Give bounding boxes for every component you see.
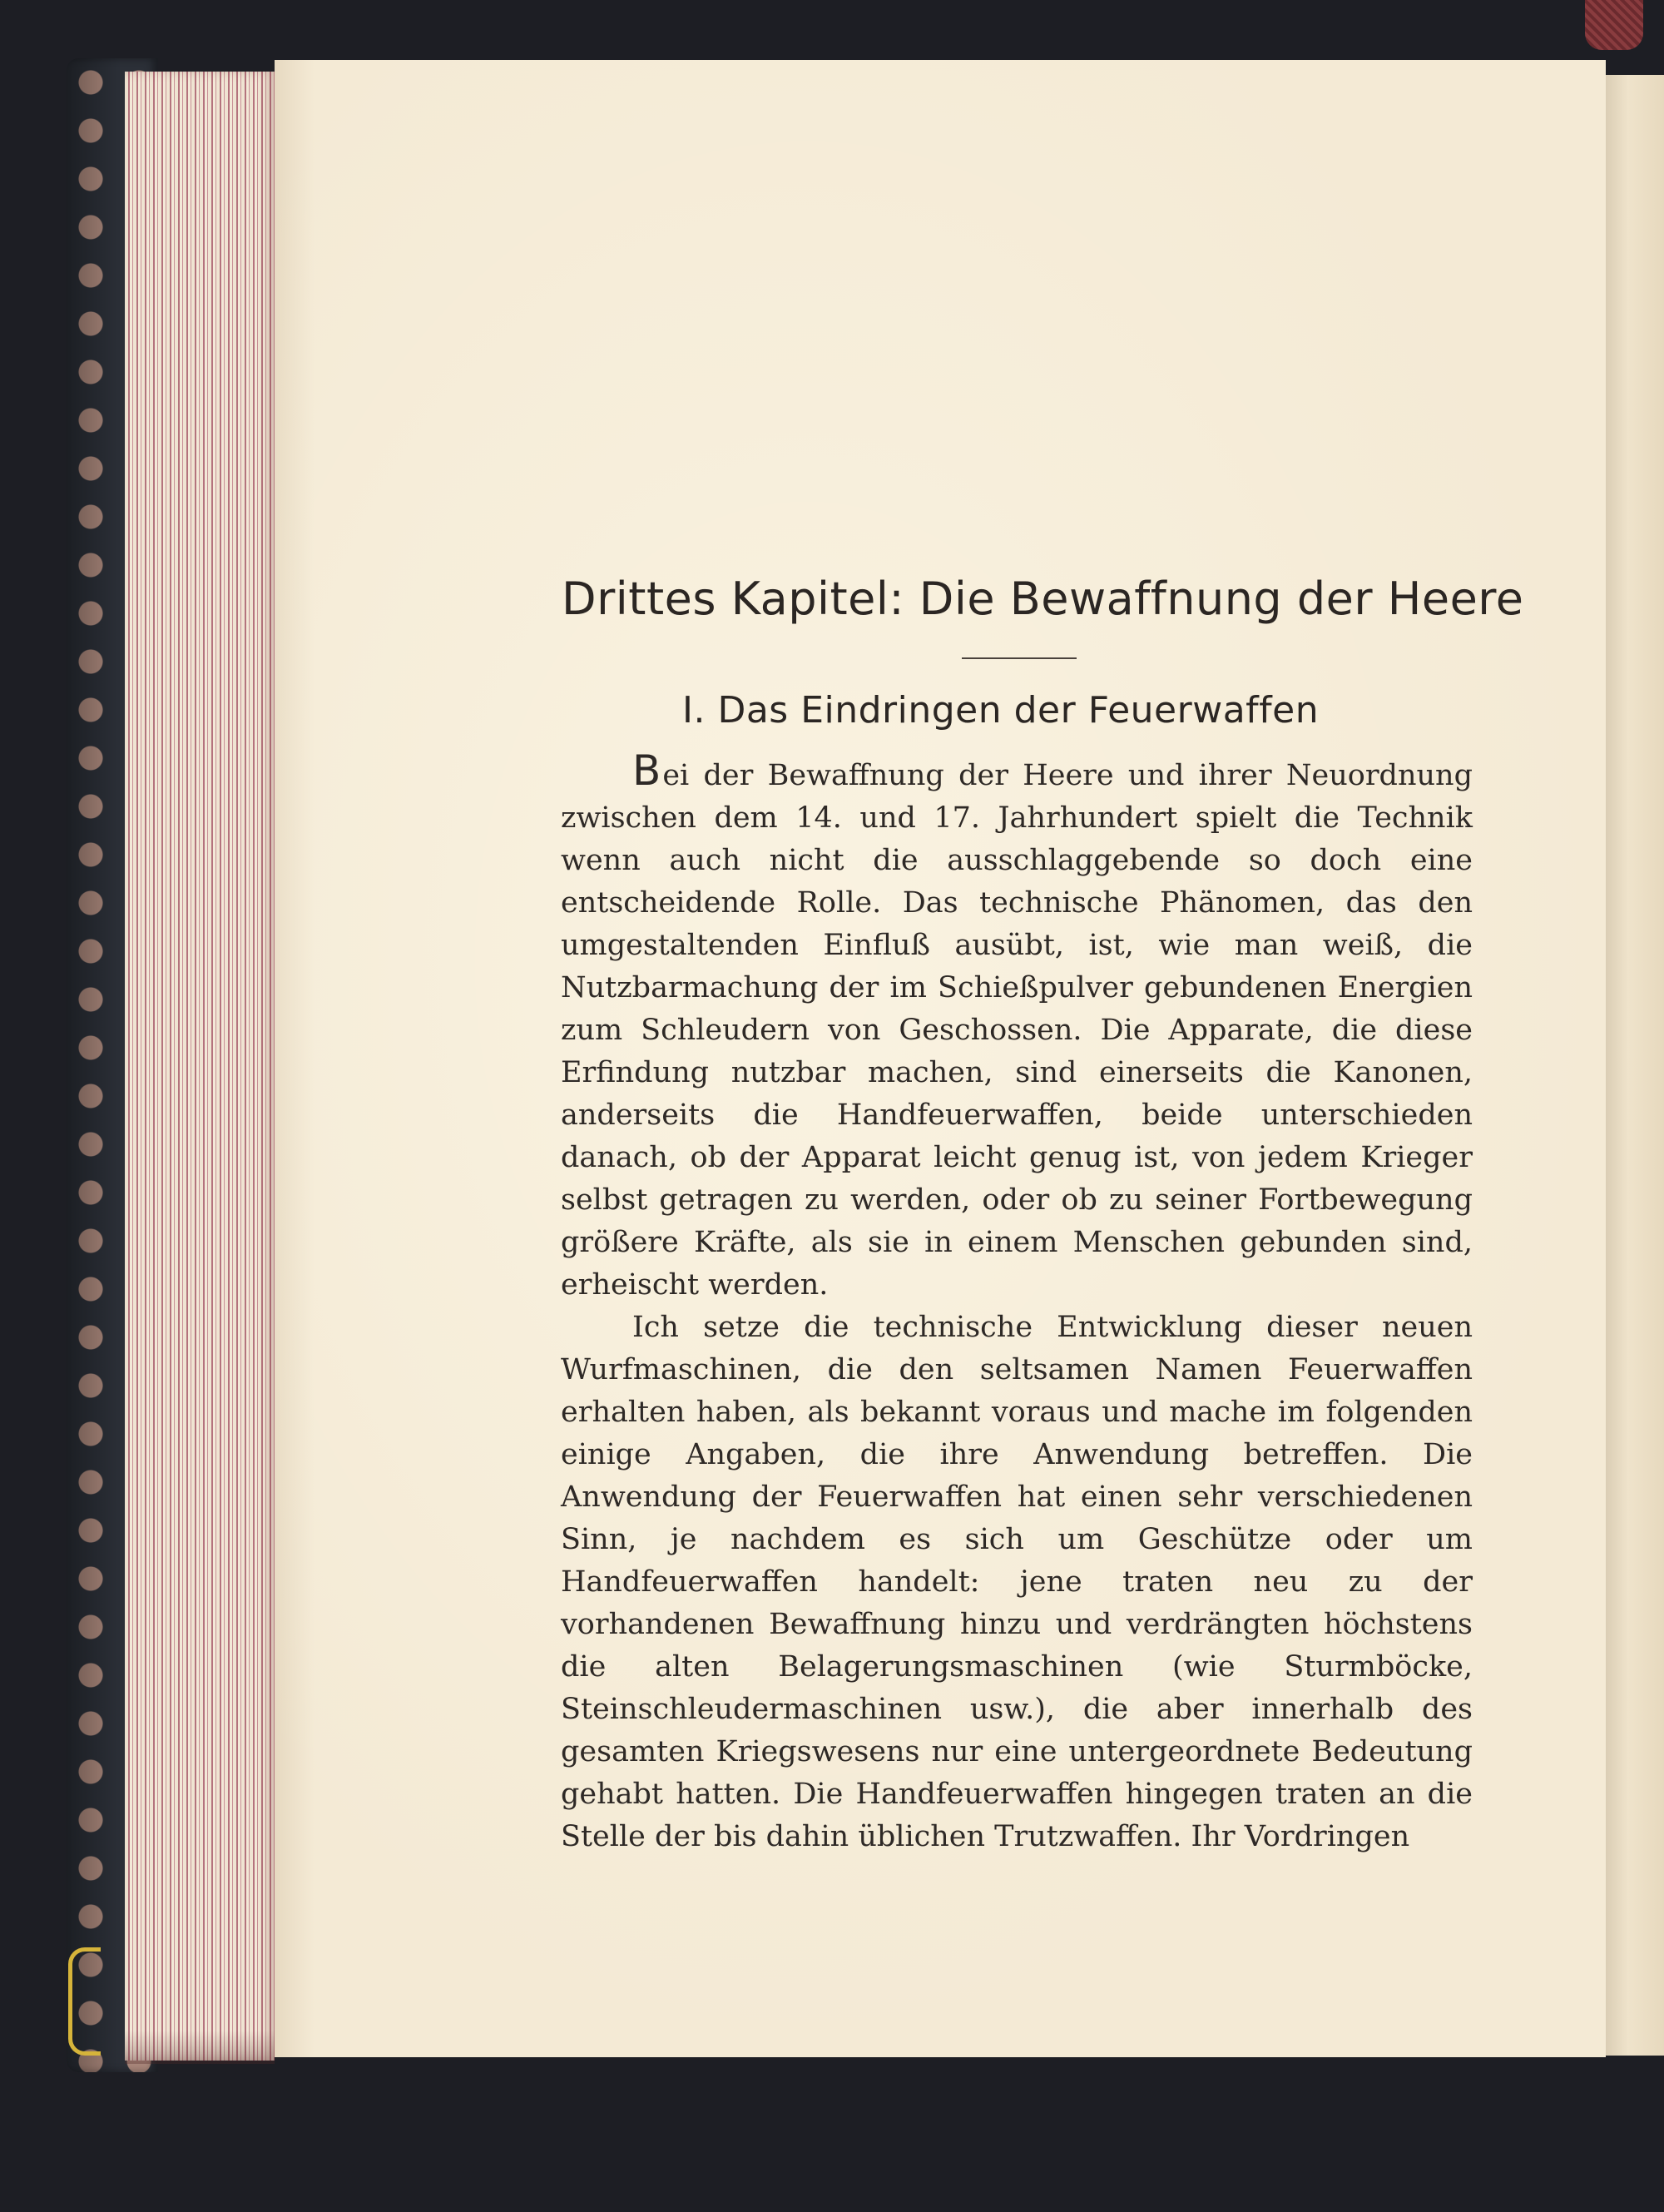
paragraph-2: Ich setze die technische Entwicklung dieser neuen Wurfmaschinen, die den seltsamen Namen Feuerwaffen erhalten haben, als bekannt voraus und mache im folgenden einige Angaben, die ihre Anwendung betreffen. Die Anwendung der Feuerwaffen hat einen sehr verschiedenen Sinn, je nachdem es sich um Geschütze oder um Handfeuerwaffen handelt: jene traten neu zu der vorhandenen Bewaffnung hinzu und verdrängten höchstens die alten Belagerungsmaschinen (wie Sturmböcke, Steinschleudermaschinen usw.), die aber innerhalb des gesamten Kriegswesens nur eine untergeordnete Bedeutung gehabt hatten. Die Handfeuerwaffen hingegen traten an die Stelle der bis dahin üblichen Trutzwaffen. Ihr Vordringen	[561, 1311, 1473, 1853]
initial-letter: B	[632, 746, 661, 795]
paragraph-1-text: ei der Bewaffnung der Heere und ihrer Neuordnung zwischen dem 14. und 17. Jahrhundert spielt die Technik wenn auch nicht die ausschlaggebende so doch eine entscheidende Rolle. Das technische Phänomen, das den umgestaltenden Einfluß ausübt, ist, wie man weiß, die Nutzbarmachung der im Schießpulver gebundenen Energien zum Schleudern von Geschossen. Die Apparate, die diese Erfindung nutzbar machen, sind einerseits die Kanonen, anderseits die Handfeuerwaffen, beide unterschieden danach, ob der Apparat leicht genug ist, von jedem Krieger selbst getragen zu werden, oder ob zu seiner Fortbewegung größere Kräfte, als sie in einem Menschen gebunden sind, erheischt werden.	[561, 759, 1473, 1302]
body-text	[561, 746, 1473, 1858]
title-divider	[962, 657, 1077, 659]
section-title: I. Das Eindringen der Feuerwaffen	[682, 689, 1320, 732]
bookmark-ribbon	[1585, 0, 1643, 50]
adjacent-page-edge	[1602, 75, 1664, 2056]
page-edges-shadow	[125, 2031, 275, 2064]
page-edges	[125, 72, 275, 2061]
gold-edge-mark	[68, 1947, 101, 2056]
paragraph-1	[561, 746, 1473, 1307]
chapter-title: Drittes Kapitel: Die Bewaffnung der Heere	[562, 573, 1524, 625]
